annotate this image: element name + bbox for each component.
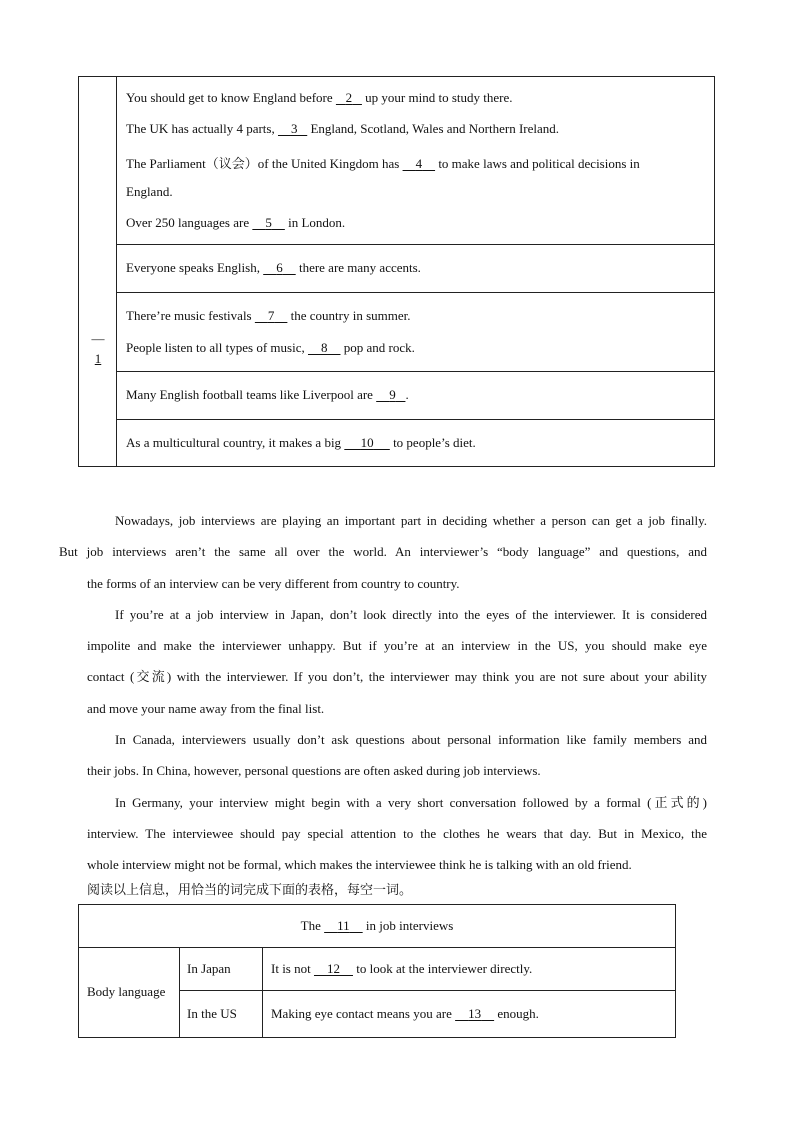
blank-3: 3 — [290, 121, 298, 136]
passage-paragraph-2: If you’re at a job interview in Japan, don’t look directly into the eyes of the interviewer. It is considered impolite and make the interviewer unhappy. But if you’re at an interview in the US, you should make eye contact (交流) with the interviewer. If you don’t, the interviewer may think you are not sure about your ability and move your name away from the final list. — [87, 606, 707, 716]
blank-6: 6 — [276, 260, 283, 275]
passage-paragraph-3: In Canada, interviewers usually don’t ask questions about personal information like family members and their jobs. In China, however, personal questions are often asked during job interviews. — [87, 732, 707, 779]
table1-row1-line2: The UK has actually 4 parts, 3 England, Scotland, Wales and Northern Ireland. — [126, 121, 560, 136]
blank-10: 10 — [360, 435, 374, 450]
table1-label-bottom: 1 — [94, 351, 102, 366]
table1-label-column — [79, 77, 117, 466]
table2-country-us: In the US — [187, 1006, 237, 1021]
blank-5: 5 — [265, 215, 272, 230]
blank-12: 12 — [326, 961, 340, 976]
table2-header: The 11 in job interviews — [300, 918, 454, 933]
table1-row1-line4: England. — [126, 184, 173, 199]
table1-row-1 — [117, 77, 714, 244]
table1-label-top: — — [91, 331, 105, 346]
table1-row-3: There’re music festivals 7 the country in summer. People listen to all types of music, 8 pop and rock. — [126, 308, 415, 355]
table2-row-japan: It is not 12 to look at the interviewer directly. — [271, 961, 533, 976]
table1-row1-line5: Over 250 languages are 5 in London. — [126, 215, 346, 230]
blank-9: 9 — [389, 387, 396, 402]
table2-country-japan: In Japan — [187, 961, 231, 976]
table1-row-2: Everyone speaks English, 6 there are many accents. — [126, 260, 421, 275]
passage-paragraph-1: Nowadays, job interviews are playing an important part in deciding whether a person can get a job finally. But job interviews aren’t the same all over the world. An interviewer’s “body language” and questions, and the forms of an interview can be very different from country to country. — [59, 513, 707, 591]
table1-row1-line3: The Parliament（议会）of the United Kingdom has 4 to make laws and political decisions in — [126, 156, 640, 171]
reading-table-1 — [78, 76, 715, 467]
blank-2: 2 — [345, 90, 353, 105]
blank-11: 11 — [337, 918, 350, 933]
reading-passage — [59, 505, 707, 881]
blank-7: 7 — [267, 308, 275, 323]
blank-13: 13 — [468, 1006, 482, 1021]
passage-paragraph-4: In Germany, your interview might begin with a very short conversation followed by a formal (正式的) interview. The interviewee should pay special attention to the clothes he wears that day. But in Mexico, the whole interview might not be formal, which makes the interviewee think he is talking with an old friend. — [87, 794, 707, 873]
table1-label — [79, 329, 117, 369]
table1-row-4: Many English football teams like Liverpool are 9 . — [126, 387, 409, 402]
blank-4: 4 — [415, 156, 423, 171]
table1-row-5: As a multicultural country, it makes a big 10 to people’s diet. — [126, 435, 476, 450]
instruction-text: 阅读以上信息，用恰当的词完成下面的表格，每空一词。 — [87, 883, 413, 898]
table2-category: Body language — [87, 984, 166, 999]
table1-row1-line1: You should get to know England before 2 up your mind to study there. — [126, 90, 513, 105]
blank-8: 8 — [320, 340, 328, 355]
table2-row-us: Making eye contact means you are 13 enough. — [271, 1006, 539, 1021]
answer-table-2 — [78, 904, 676, 1038]
